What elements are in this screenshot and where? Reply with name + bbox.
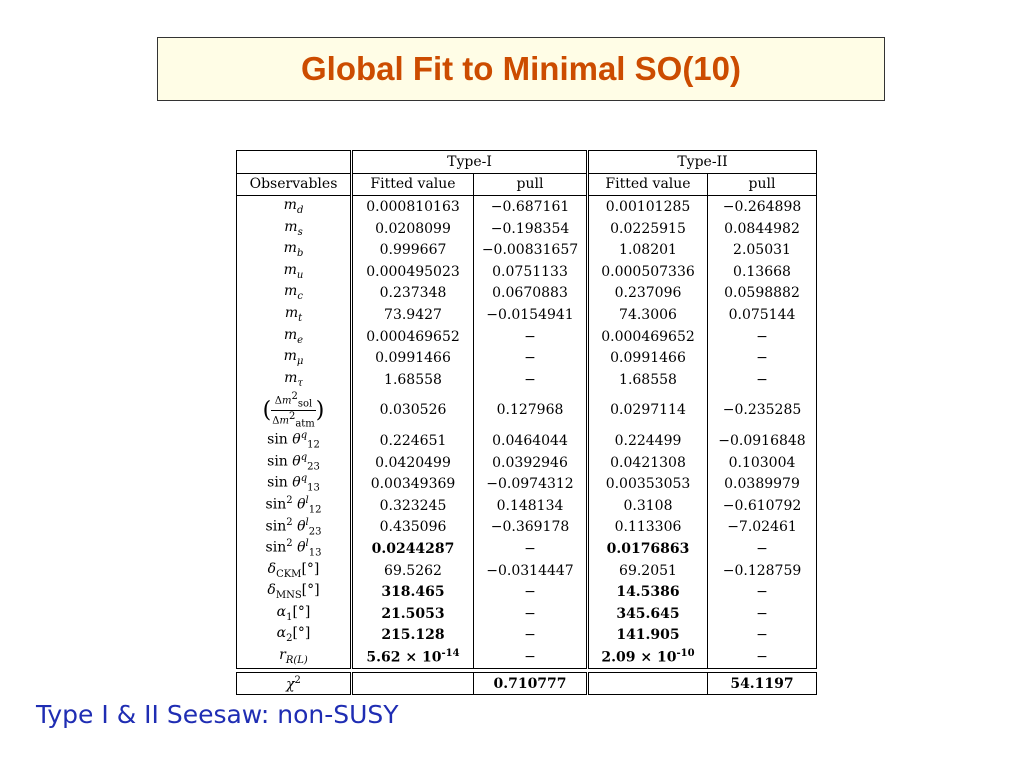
t1-pull-cell: 0.0464044 — [474, 430, 588, 452]
t2-pull-cell: −0.610792 — [708, 495, 817, 517]
t2-fit-cell: 0.3108 — [588, 495, 708, 517]
t2-pull-cell: − — [708, 603, 817, 625]
t1-fit-cell: 0.0991466 — [352, 347, 474, 369]
t2-fit-cell: 0.00353053 — [588, 473, 708, 495]
t2-pull-cell: − — [708, 326, 817, 348]
t2-fit-cell: 0.0176863 — [588, 538, 708, 560]
obs-label: $m_b$ — [237, 239, 352, 261]
table-row — [237, 369, 817, 391]
chi2-label: $\chi^2$ — [237, 672, 352, 695]
t1-fit-cell: 0.224651 — [352, 430, 474, 452]
t2-pull-cell: − — [708, 581, 817, 603]
obs-label: $m_t$ — [237, 304, 352, 326]
table-row — [237, 495, 817, 517]
table-row — [237, 538, 817, 560]
t2-fit-cell: 0.000507336 — [588, 261, 708, 283]
t2-fit-cell: 1.68558 — [588, 369, 708, 391]
t1-pull-cell: −0.369178 — [474, 517, 588, 539]
table-row — [237, 283, 817, 305]
group-header-row — [237, 151, 817, 174]
t1-fit-cell: 0.435096 — [352, 517, 474, 539]
table-row — [237, 326, 817, 348]
t1-pull-cell: 0.127968 — [474, 391, 588, 431]
t1-pull-cell: 0.0392946 — [474, 452, 588, 474]
table-row — [237, 473, 817, 495]
t1-pull-cell: −0.00831657 — [474, 239, 588, 261]
t2-fit-cell: 141.905 — [588, 625, 708, 647]
obs-label: $\sin^2 \theta^l_{23}$ — [237, 517, 352, 539]
obs-label: $\delta_{MNS}[^\circ]$ — [237, 581, 352, 603]
obs-label: $\sin \theta^q_{13}$ — [237, 473, 352, 495]
t1-fit-cell: 0.0244287 — [352, 538, 474, 560]
t2-pull-cell: −0.0916848 — [708, 430, 817, 452]
table-row — [237, 391, 817, 431]
t2-pull-cell: − — [708, 625, 817, 647]
table-row — [237, 646, 817, 668]
t2-fit-cell: 0.113306 — [588, 517, 708, 539]
t1-fit-cell: 0.00349369 — [352, 473, 474, 495]
t2-fit-cell: 0.0225915 — [588, 218, 708, 240]
t1-fit-cell: 0.0208099 — [352, 218, 474, 240]
table-row — [237, 603, 817, 625]
chi2-t1-cell: 0.710777 — [474, 672, 588, 695]
t1-pull-cell: − — [474, 603, 588, 625]
t1-fit-cell: 0.237348 — [352, 283, 474, 305]
t2-fit-cell: 0.237096 — [588, 283, 708, 305]
t1-fit-cell: 0.999667 — [352, 239, 474, 261]
t2-fit-cell: $2.09 \times 10^{-10}$ — [588, 646, 708, 668]
t1-pull-cell: −0.0314447 — [474, 560, 588, 582]
t2-pull-cell: 0.075144 — [708, 304, 817, 326]
t1-pull-cell: − — [474, 538, 588, 560]
obs-label: $m_s$ — [237, 218, 352, 240]
footer-caption: Type I & II Seesaw: non-SUSY — [36, 700, 399, 729]
t2-pull-cell: 2.05031 — [708, 239, 817, 261]
t1-fit-cell: 0.323245 — [352, 495, 474, 517]
t1-fit-cell: 1.68558 — [352, 369, 474, 391]
t2-pull-cell: 0.0844982 — [708, 218, 817, 240]
group-header-type2: Type-II — [588, 151, 817, 174]
t1-fit-cell: $5.62 \times 10^{-14}$ — [352, 646, 474, 668]
col-header-t1-fitted: Fitted value — [352, 173, 474, 196]
t1-pull-cell: − — [474, 646, 588, 668]
fit-results-table — [236, 150, 817, 695]
table-row — [237, 218, 817, 240]
t2-pull-cell: −0.128759 — [708, 560, 817, 582]
title-box — [157, 37, 885, 101]
t1-pull-cell: 0.148134 — [474, 495, 588, 517]
obs-label: $m_c$ — [237, 283, 352, 305]
t2-fit-cell: 74.3006 — [588, 304, 708, 326]
table-row — [237, 452, 817, 474]
t1-fit-cell: 0.000495023 — [352, 261, 474, 283]
t1-fit-cell: 0.000469652 — [352, 326, 474, 348]
t1-pull-cell: − — [474, 581, 588, 603]
t1-pull-cell: 0.0670883 — [474, 283, 588, 305]
t2-fit-cell: 0.0297114 — [588, 391, 708, 431]
table-row — [237, 517, 817, 539]
obs-label: $\alpha_2[^\circ]$ — [237, 625, 352, 647]
col-header-t2-pull: pull — [708, 173, 817, 196]
t2-fit-cell: 345.645 — [588, 603, 708, 625]
obs-label: $m_d$ — [237, 196, 352, 218]
col-header-t2-fitted: Fitted value — [588, 173, 708, 196]
table-row — [237, 304, 817, 326]
t1-pull-cell: − — [474, 326, 588, 348]
group-header-type1: Type-I — [352, 151, 588, 174]
t2-pull-cell: − — [708, 646, 817, 668]
t1-fit-cell: 215.128 — [352, 625, 474, 647]
obs-label: $m_u$ — [237, 261, 352, 283]
t1-pull-cell: −0.687161 — [474, 196, 588, 218]
t2-pull-cell: −7.02461 — [708, 517, 817, 539]
t2-pull-cell: −0.264898 — [708, 196, 817, 218]
obs-label: $m_\tau$ — [237, 369, 352, 391]
t2-pull-cell: − — [708, 369, 817, 391]
t2-fit-cell: 0.0991466 — [588, 347, 708, 369]
obs-label: $r_{R(L)}$ — [237, 646, 352, 668]
table-row — [237, 196, 817, 218]
t1-pull-cell: −0.0974312 — [474, 473, 588, 495]
t2-pull-cell: − — [708, 347, 817, 369]
obs-label: ( $\frac{\Delta m^2_{sol}}{\Delta m^2_{atm}}$ ) — [237, 391, 352, 431]
t1-fit-cell: 69.5262 — [352, 560, 474, 582]
chi2-t2-cell: 54.1197 — [708, 672, 817, 695]
t2-pull-cell: −0.235285 — [708, 391, 817, 431]
t2-fit-cell: 0.000469652 — [588, 326, 708, 348]
t2-fit-cell: 69.2051 — [588, 560, 708, 582]
table-row — [237, 430, 817, 452]
t1-fit-cell: 0.030526 — [352, 391, 474, 431]
t1-pull-cell: −0.198354 — [474, 218, 588, 240]
column-header-row — [237, 173, 817, 196]
t2-fit-cell: 1.08201 — [588, 239, 708, 261]
t1-pull-cell: − — [474, 625, 588, 647]
t2-pull-cell: 0.103004 — [708, 452, 817, 474]
obs-label: $\alpha_1[^\circ]$ — [237, 603, 352, 625]
t2-fit-cell: 0.00101285 — [588, 196, 708, 218]
table-row — [237, 239, 817, 261]
obs-label: $\delta_{CKM}[^\circ]$ — [237, 560, 352, 582]
table-row — [237, 347, 817, 369]
t2-fit-cell: 14.5386 — [588, 581, 708, 603]
t2-fit-cell: 0.224499 — [588, 430, 708, 452]
t2-pull-cell: 0.0598882 — [708, 283, 817, 305]
chi2-row — [237, 672, 817, 695]
t1-fit-cell: 21.5053 — [352, 603, 474, 625]
col-header-observables: Observables — [237, 173, 352, 196]
obs-label: $m_\mu$ — [237, 347, 352, 369]
t2-pull-cell: 0.13668 — [708, 261, 817, 283]
t1-fit-cell: 318.465 — [352, 581, 474, 603]
t1-fit-cell: 0.000810163 — [352, 196, 474, 218]
t1-fit-cell: 73.9427 — [352, 304, 474, 326]
t1-fit-cell: 0.0420499 — [352, 452, 474, 474]
table-row — [237, 625, 817, 647]
obs-label: $\sin \theta^q_{12}$ — [237, 430, 352, 452]
t1-pull-cell: 0.0751133 — [474, 261, 588, 283]
obs-label: $\sin \theta^q_{23}$ — [237, 452, 352, 474]
obs-label: $\sin^2 \theta^l_{13}$ — [237, 538, 352, 560]
obs-label: $m_e$ — [237, 326, 352, 348]
table-row — [237, 581, 817, 603]
col-header-t1-pull: pull — [474, 173, 588, 196]
obs-label: $\sin^2 \theta^l_{12}$ — [237, 495, 352, 517]
t1-pull-cell: − — [474, 369, 588, 391]
t2-fit-cell: 0.0421308 — [588, 452, 708, 474]
slide-title: Global Fit to Minimal SO(10) — [300, 50, 742, 87]
t2-pull-cell: 0.0389979 — [708, 473, 817, 495]
t1-pull-cell: − — [474, 347, 588, 369]
t2-pull-cell: − — [708, 538, 817, 560]
table-row — [237, 560, 817, 582]
table-row — [237, 261, 817, 283]
t1-pull-cell: −0.0154941 — [474, 304, 588, 326]
